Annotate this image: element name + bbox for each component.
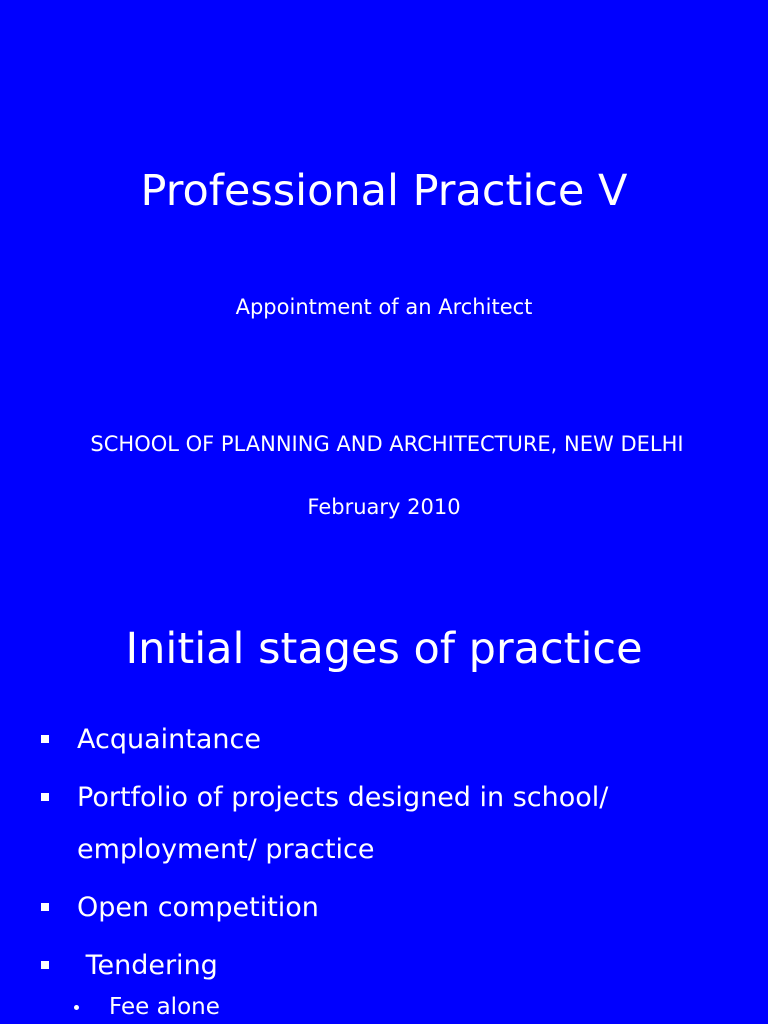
slide-initial-stages [0, 576, 768, 1024]
slide-subtitle: Appointment of an Architect [235, 295, 533, 319]
bullet-list [0, 714, 768, 1022]
list-item [0, 882, 768, 934]
square-bullet-icon [41, 735, 49, 743]
list-item-text: Tendering [77, 950, 218, 981]
slide-title-heading: Professional Practice V [140, 166, 628, 216]
square-bullet-icon [41, 903, 49, 911]
list-item [0, 940, 768, 992]
slide-heading: Initial stages of practice [125, 624, 643, 674]
square-bullet-icon [41, 793, 49, 801]
school-name: SCHOOL OF PLANNING AND ARCHITECTURE, NEW DELHI [90, 432, 684, 456]
presentation-date: February 2010 [307, 495, 461, 519]
list-item-text: Open competition [77, 892, 319, 923]
round-bullet-icon [74, 1005, 79, 1010]
list-item [0, 772, 768, 876]
sub-list-item [0, 992, 768, 1022]
list-item [0, 714, 768, 766]
square-bullet-icon [41, 961, 49, 969]
list-item-text: Portfolio of projects designed in school/ employment/ practice [77, 782, 609, 865]
list-item-text: Acquaintance [77, 724, 261, 755]
sub-list-item-text: Fee alone [109, 994, 220, 1020]
